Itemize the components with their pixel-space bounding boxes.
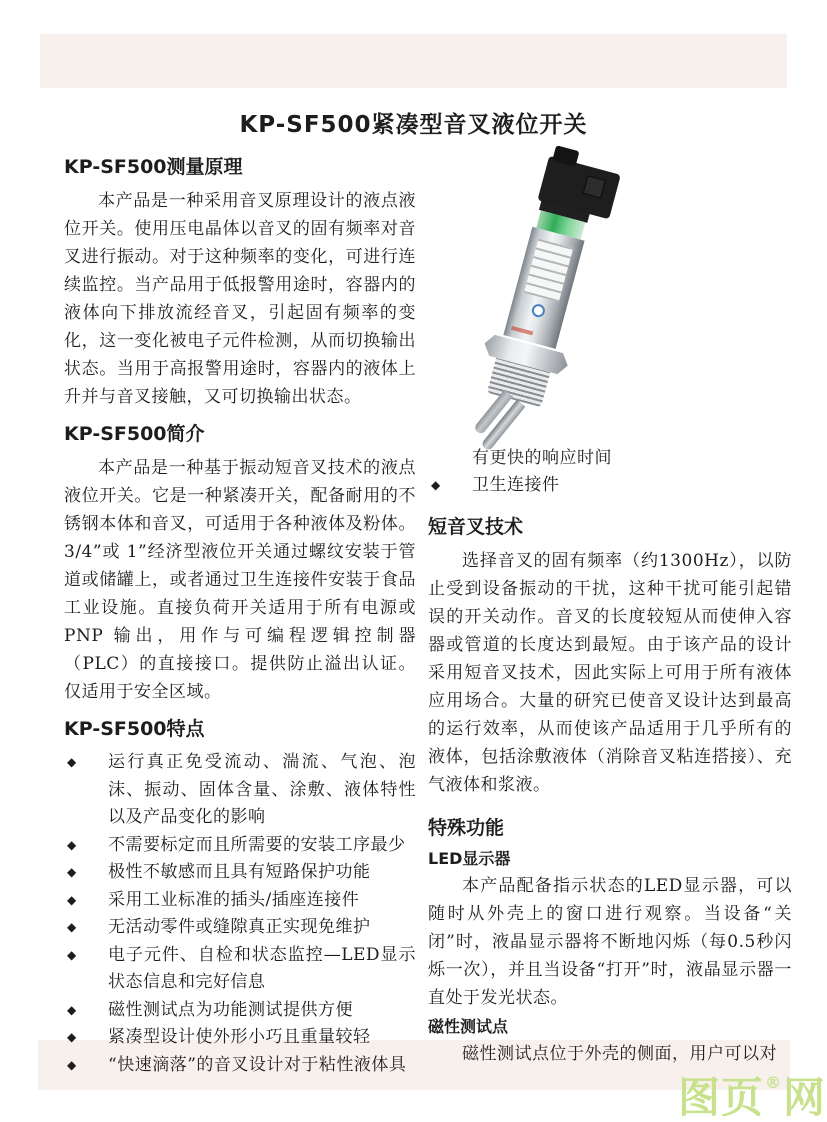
diamond-bullet-icon: ◆ bbox=[67, 865, 77, 879]
watermark-logo bbox=[677, 1073, 826, 1122]
diamond-bullet-icon: ◆ bbox=[67, 1030, 77, 1044]
feature-item bbox=[64, 859, 416, 887]
subheading-led-display: LED显示器 bbox=[428, 848, 511, 868]
feature-text: 无活动零件或缝隙真正实现免维护 bbox=[108, 917, 371, 937]
header-band bbox=[40, 34, 787, 88]
feature-item bbox=[64, 887, 416, 915]
device-cable-gland bbox=[552, 145, 579, 167]
feature-continuation: 有更快的响应时间 bbox=[472, 448, 612, 468]
section-heading-intro: KP-SF500简介 bbox=[64, 423, 205, 445]
right-column bbox=[428, 152, 792, 1068]
feature-text: 不需要标定而且所需要的安装工序最少 bbox=[108, 834, 406, 855]
feature-text: 电子元件、自检和状态监控—LED显示状态信息和完好信息 bbox=[108, 944, 416, 992]
feature-text: 卫生连接件 bbox=[472, 475, 560, 495]
left-column bbox=[64, 152, 416, 1079]
feature-list bbox=[64, 749, 416, 1079]
subheading-magnetic-test-point: 磁性测试点 bbox=[428, 1016, 509, 1036]
feature-item bbox=[64, 749, 416, 832]
feature-item bbox=[428, 472, 792, 500]
diamond-bullet-icon: ◆ bbox=[431, 478, 441, 492]
device-label bbox=[524, 239, 573, 302]
device-red-mark bbox=[511, 326, 533, 336]
feature-text: 采用工业标准的插头/插座连接件 bbox=[108, 889, 360, 910]
page-title: KP-SF500紧凑型音叉液位开关 bbox=[239, 112, 588, 138]
principle-paragraph: 本产品是一种采用音叉原理设计的液点液位开关。使用压电晶体以音叉的固有频率对音叉进行振动。对于这种频率的变化，可进行连续监控。当产品用于低报警用途时，容器内的液体向下排放流经音叉，引起固有频率的变化，这一变化被电子元件检测，从而切换输出状态。当用于高报警用途时，容器内的液体上升并与音叉接触，又可切换输出状态。 bbox=[64, 191, 416, 407]
magnetic-test-point-paragraph: 磁性测试点位于外壳的侧面，用户可以对 bbox=[462, 1043, 777, 1064]
feature-item bbox=[64, 832, 416, 860]
diamond-bullet-icon: ◆ bbox=[67, 755, 77, 769]
section-heading-short-fork: 短音叉技术 bbox=[428, 515, 524, 538]
section-heading-special: 特殊功能 bbox=[428, 816, 505, 839]
diamond-bullet-icon: ◆ bbox=[67, 892, 77, 907]
feature-text: 运行真正免受流动、湍流、气泡、泡沫、振动、固体含量、涂敷、液体特性以及产品变化的影响 bbox=[108, 752, 416, 827]
feature-text: 紧凑型设计使外形小巧且重量较轻 bbox=[108, 1027, 371, 1047]
feature-item bbox=[64, 997, 416, 1025]
watermark-text-right: 网 bbox=[782, 1073, 826, 1122]
diamond-bullet-icon: ◆ bbox=[67, 1002, 77, 1017]
diamond-bullet-icon: ◆ bbox=[67, 947, 77, 962]
feature-item bbox=[64, 1024, 416, 1052]
device-housing bbox=[503, 227, 584, 349]
section-heading-principle: KP-SF500测量原理 bbox=[64, 156, 243, 178]
intro-paragraph: 本产品是一种基于振动短音叉技术的液点液位开关。它是一种紧凑开关，配备耐用的不锈钢本体和音叉，可适用于各种液体及粉体。3/4”或 1”经济型液位开关通过螺纹安装于管道或储罐上，或者通过卫生连接件安装于食品工业设施。直接负荷开关适用于所有电源或PNP 输出，用作与可编程逻辑控制器（PLC）的直接接口。提供防止溢出认证。仅适用于安全区域。 bbox=[64, 458, 416, 702]
short-fork-paragraph: 选择音叉的固有频率（约1300Hz），以防止受到设备振动的干扰，这种干扰可能引起错误的开关动作。音叉的长度较短从而使伸入容器或管道的长度达到最短。由于该产品的设计采用短音叉技术，因此实际上可用于所有液体应用场合。大量的研究已使音叉设计达到最高的运行效率，从而使该产品适用于几乎所有的液体，包括涂敷液体（消除音叉粘连搭接）、充气液体和浆液。 bbox=[428, 550, 792, 795]
diamond-bullet-icon: ◆ bbox=[67, 920, 77, 934]
device-fork-tines bbox=[467, 389, 524, 451]
device-connector-screw bbox=[583, 175, 606, 198]
feature-text: “快速滴落”的音叉设计对于粘性液体具 bbox=[108, 1054, 407, 1075]
diamond-bullet-icon: ◆ bbox=[67, 837, 77, 852]
feature-text: 极性不敏感而且具有短路保护功能 bbox=[108, 862, 371, 882]
feature-text: 磁性测试点为功能测试提供方便 bbox=[108, 999, 353, 1020]
watermark-text-left: 图页 bbox=[677, 1073, 764, 1122]
diamond-bullet-icon: ◆ bbox=[67, 1057, 77, 1072]
registered-trademark-icon: ® bbox=[764, 1073, 782, 1092]
feature-item bbox=[64, 942, 416, 997]
led-display-paragraph: 本产品配备指示状态的LED显示器，可以随时从外壳上的窗口进行观察。当设备“关闭”时，液晶显示器将不断地闪烁（每0.5秒闪烁一次），并且当设备“打开”时，液晶显示器一直处于发光状态。 bbox=[428, 875, 792, 1008]
section-heading-features: KP-SF500特点 bbox=[64, 718, 205, 740]
feature-item bbox=[64, 1052, 416, 1080]
device-logo-mark bbox=[530, 303, 546, 319]
feature-item bbox=[64, 914, 416, 942]
fork-level-switch-illustration bbox=[453, 151, 624, 467]
product-photo bbox=[428, 152, 792, 444]
